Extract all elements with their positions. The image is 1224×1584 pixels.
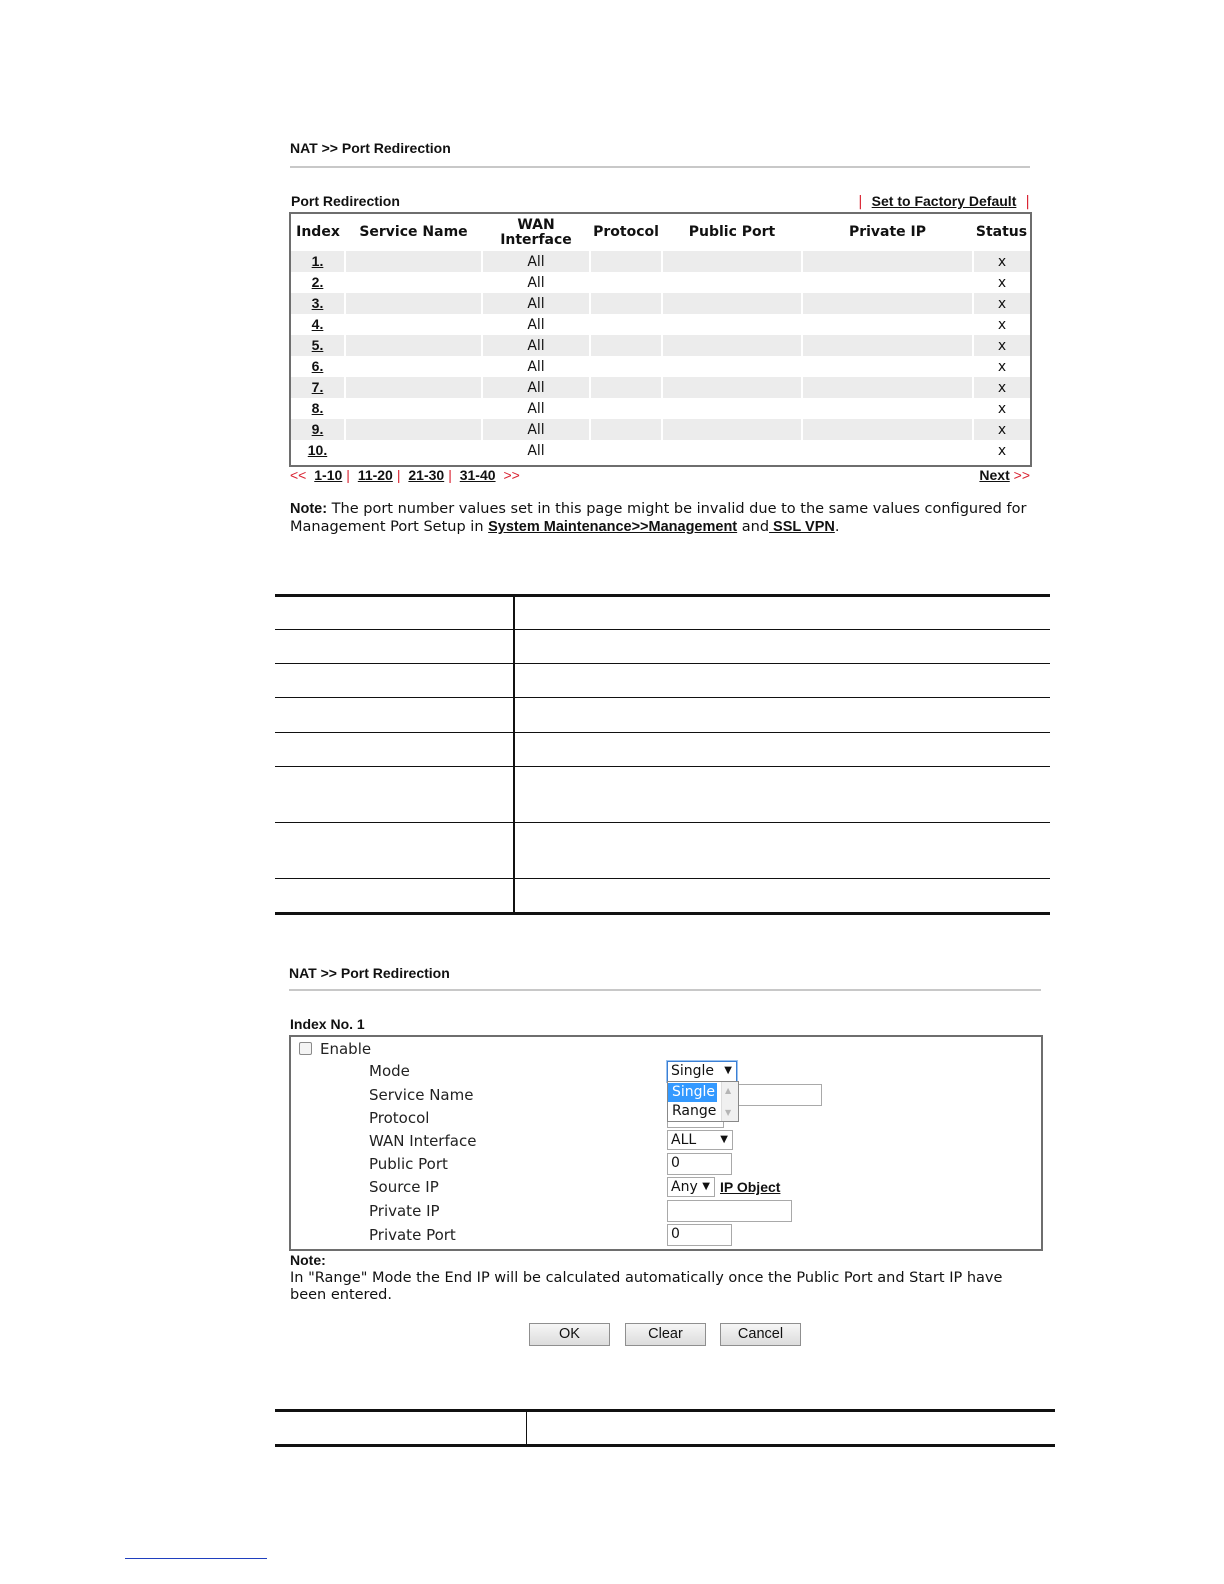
wan-interface-value: All bbox=[527, 316, 545, 333]
mode-option-single[interactable]: Single bbox=[668, 1083, 717, 1102]
public-port-cell bbox=[662, 272, 802, 293]
private-ip-input[interactable] bbox=[667, 1200, 792, 1222]
table-row bbox=[291, 398, 1030, 419]
source-ip-label: Source IP bbox=[369, 1178, 439, 1196]
port-note bbox=[290, 500, 1030, 536]
wan-interface-cell bbox=[482, 377, 590, 398]
note-label: Note: bbox=[290, 501, 328, 517]
service-name-cell bbox=[345, 356, 482, 377]
pagination bbox=[290, 467, 524, 483]
table-rule bbox=[275, 878, 1050, 879]
public-port-cell bbox=[662, 377, 802, 398]
table-rule bbox=[275, 822, 1050, 823]
wan-interface-cell bbox=[482, 356, 590, 377]
wan-interface-cell bbox=[482, 272, 590, 293]
table-row bbox=[291, 356, 1030, 377]
wan-interface-cell bbox=[482, 419, 590, 440]
page-link-11-20[interactable]: 11-20 bbox=[357, 467, 393, 483]
status-cell bbox=[973, 356, 1030, 377]
row-index-cell bbox=[291, 251, 345, 272]
private-ip-cell bbox=[802, 356, 973, 377]
row-index-cell bbox=[291, 440, 345, 461]
pipe-separator: | bbox=[396, 467, 401, 483]
pipe-separator: | bbox=[1025, 194, 1030, 210]
column-header-protocol: Protocol bbox=[593, 224, 659, 240]
dropdown-arrow-icon: ▼ bbox=[720, 1134, 728, 1145]
mode-dropdown-list bbox=[667, 1081, 739, 1122]
service-name-cell bbox=[345, 251, 482, 272]
status-value: x bbox=[997, 295, 1007, 312]
next-arrow: >> bbox=[1013, 467, 1030, 483]
service-name-cell bbox=[345, 377, 482, 398]
protocol-cell bbox=[590, 356, 662, 377]
protocol-cell bbox=[590, 398, 662, 419]
port-redirection-table bbox=[289, 212, 1032, 467]
wan-interface-label: WAN Interface bbox=[369, 1132, 477, 1150]
index-title: Index No. 1 bbox=[290, 1016, 365, 1032]
source-ip-select[interactable] bbox=[667, 1177, 715, 1197]
description-table bbox=[275, 594, 1050, 915]
service-name-cell bbox=[345, 272, 482, 293]
column-header-service-name: Service Name bbox=[359, 224, 468, 240]
service-name-cell bbox=[345, 314, 482, 335]
row-index-cell bbox=[291, 272, 345, 293]
wan-interface-cell bbox=[482, 251, 590, 272]
table-column-divider bbox=[526, 1409, 527, 1447]
mode-option-range[interactable]: Range bbox=[672, 1103, 717, 1119]
private-ip-cell bbox=[802, 419, 973, 440]
table-column-divider bbox=[513, 594, 515, 915]
status-value: x bbox=[997, 442, 1007, 459]
row-index-link[interactable]: 2. bbox=[311, 274, 324, 290]
factory-default-group bbox=[858, 193, 1030, 210]
protocol-cell bbox=[590, 440, 662, 461]
enable-checkbox[interactable] bbox=[299, 1042, 312, 1055]
column-header-public-port: Public Port bbox=[688, 224, 776, 240]
pipe-separator: | bbox=[448, 467, 452, 483]
service-name-label: Service Name bbox=[369, 1086, 474, 1104]
note-text: The port number values set in this page might be invalid due to the same values configured for Management Port Setup in bbox=[290, 501, 1027, 535]
ok-button[interactable]: OK bbox=[529, 1323, 610, 1346]
private-ip-cell bbox=[802, 293, 973, 314]
wan-interface-cell bbox=[482, 293, 590, 314]
table-row bbox=[291, 251, 1030, 272]
status-cell bbox=[973, 377, 1030, 398]
private-ip-cell bbox=[802, 440, 973, 461]
private-ip-cell bbox=[802, 251, 973, 272]
dropdown-arrow-icon: ▼ bbox=[724, 1065, 732, 1076]
cancel-button[interactable]: Cancel bbox=[720, 1323, 801, 1346]
column-header-index: Index bbox=[296, 224, 340, 240]
private-ip-label: Private IP bbox=[369, 1202, 440, 1220]
wan-header-line2: Interface bbox=[500, 231, 572, 248]
wan-interface-cell bbox=[482, 335, 590, 356]
page-link-1-10[interactable]: 1-10 bbox=[314, 467, 343, 483]
row-index-link[interactable]: 3. bbox=[311, 295, 324, 311]
wan-interface-cell bbox=[482, 314, 590, 335]
row-index-cell bbox=[291, 356, 345, 377]
table-row bbox=[291, 419, 1030, 440]
table-row bbox=[291, 440, 1030, 461]
status-value: x bbox=[997, 253, 1007, 270]
header-divider bbox=[290, 166, 1030, 168]
wan-interface-cell bbox=[482, 440, 590, 461]
row-index-cell bbox=[291, 398, 345, 419]
table-row bbox=[291, 377, 1030, 398]
wan-interface-value: All bbox=[527, 274, 545, 291]
private-ip-cell bbox=[802, 335, 973, 356]
service-name-cell bbox=[345, 293, 482, 314]
row-index-cell bbox=[291, 314, 345, 335]
mode-select[interactable] bbox=[667, 1061, 737, 1082]
public-port-cell bbox=[662, 251, 802, 272]
row-index-link[interactable]: 9. bbox=[311, 421, 324, 437]
wan-interface-cell bbox=[482, 398, 590, 419]
private-port-input[interactable]: 0 bbox=[667, 1224, 732, 1246]
private-ip-cell bbox=[802, 398, 973, 419]
row-index-cell bbox=[291, 419, 345, 440]
status-value: x bbox=[997, 379, 1007, 396]
status-value: x bbox=[997, 400, 1007, 417]
wan-interface-value: All bbox=[527, 337, 545, 354]
next-page-link[interactable]: Next bbox=[979, 467, 1010, 483]
set-factory-default-link[interactable]: Set to Factory Default bbox=[871, 193, 1017, 209]
clear-button[interactable]: Clear bbox=[625, 1323, 706, 1346]
breadcrumb: NAT >> Port Redirection bbox=[289, 965, 450, 981]
table-rule bbox=[275, 594, 1050, 597]
table-row bbox=[291, 335, 1030, 356]
source-ip-value: Any bbox=[671, 1179, 698, 1195]
private-ip-cell bbox=[802, 377, 973, 398]
forward-arrow: >> bbox=[503, 467, 520, 483]
status-value: x bbox=[997, 337, 1007, 354]
protocol-label: Protocol bbox=[369, 1109, 430, 1127]
wan-interface-value: All bbox=[527, 358, 545, 375]
protocol-cell bbox=[590, 314, 662, 335]
wan-interface-value: All bbox=[527, 421, 545, 438]
header-divider bbox=[289, 989, 1041, 991]
row-index-cell bbox=[291, 293, 345, 314]
description-table bbox=[275, 1409, 1055, 1447]
wan-interface-value: All bbox=[527, 400, 545, 417]
note-end: . bbox=[834, 519, 840, 535]
scroll-up-icon[interactable]: ▲ bbox=[725, 1086, 732, 1095]
enable-label: Enable bbox=[320, 1040, 372, 1058]
status-cell bbox=[973, 314, 1030, 335]
status-cell bbox=[973, 335, 1030, 356]
wan-interface-value: All bbox=[527, 379, 545, 396]
protocol-cell bbox=[590, 335, 662, 356]
public-port-cell bbox=[662, 314, 802, 335]
row-index-link[interactable]: 5. bbox=[311, 337, 324, 353]
public-port-cell bbox=[662, 293, 802, 314]
mode-value: Single bbox=[671, 1063, 715, 1079]
row-index-cell bbox=[291, 335, 345, 356]
status-cell bbox=[973, 251, 1030, 272]
public-port-label: Public Port bbox=[369, 1155, 448, 1173]
column-header-status: Status bbox=[975, 224, 1028, 240]
wan-interface-select[interactable] bbox=[667, 1130, 733, 1150]
status-value: x bbox=[997, 316, 1007, 333]
public-port-cell bbox=[662, 398, 802, 419]
row-index-link[interactable]: 10. bbox=[307, 442, 328, 458]
public-port-input[interactable]: 0 bbox=[667, 1153, 732, 1175]
table-rule bbox=[275, 732, 1050, 733]
status-cell bbox=[973, 398, 1030, 419]
table-row bbox=[291, 293, 1030, 314]
service-name-cell bbox=[345, 398, 482, 419]
row-index-link[interactable]: 6. bbox=[311, 358, 324, 374]
status-cell bbox=[973, 293, 1030, 314]
private-port-label: Private Port bbox=[369, 1226, 456, 1244]
table-rule bbox=[275, 1409, 1055, 1412]
table-rule bbox=[275, 629, 1050, 630]
status-cell bbox=[973, 440, 1030, 461]
table-rule bbox=[275, 697, 1050, 698]
protocol-cell bbox=[590, 251, 662, 272]
note-label: Note: bbox=[290, 1252, 326, 1268]
page-link-21-30[interactable]: 21-30 bbox=[408, 467, 445, 483]
row-index-link[interactable]: 4. bbox=[311, 316, 324, 332]
mode-label: Mode bbox=[369, 1062, 410, 1080]
status-value: x bbox=[997, 358, 1007, 375]
scroll-down-icon[interactable]: ▼ bbox=[725, 1108, 732, 1117]
service-name-cell bbox=[345, 335, 482, 356]
breadcrumb: NAT >> Port Redirection bbox=[290, 140, 451, 156]
status-cell bbox=[973, 419, 1030, 440]
pipe-separator: | bbox=[346, 467, 350, 483]
wan-interface-value: ALL bbox=[671, 1132, 697, 1148]
wan-interface-value: All bbox=[527, 442, 545, 459]
service-name-cell bbox=[345, 419, 482, 440]
public-port-cell bbox=[662, 419, 802, 440]
private-ip-cell bbox=[802, 272, 973, 293]
row-index-cell bbox=[291, 377, 345, 398]
table-rule bbox=[275, 1444, 1055, 1447]
protocol-cell bbox=[590, 272, 662, 293]
row-index-link[interactable]: 1. bbox=[311, 253, 324, 269]
wan-interface-value: All bbox=[527, 295, 545, 312]
row-index-link[interactable]: 7. bbox=[311, 379, 324, 395]
column-header-wan-interface bbox=[482, 214, 590, 251]
public-port-cell bbox=[662, 440, 802, 461]
range-mode-note: In "Range" Mode the End IP will be calculated automatically once the Public Port and Start IP have been entered. bbox=[290, 1270, 1003, 1303]
prev-arrow: << bbox=[290, 467, 307, 483]
table-rule bbox=[275, 912, 1050, 915]
pipe-separator: | bbox=[858, 194, 863, 210]
wan-header-line1: WAN bbox=[517, 216, 555, 233]
footnote-rule bbox=[125, 1558, 267, 1559]
dropdown-arrow-icon: ▼ bbox=[702, 1181, 710, 1192]
table-rule bbox=[275, 766, 1050, 767]
next-group bbox=[979, 467, 1030, 483]
table-row bbox=[291, 314, 1030, 335]
page-link-31-40[interactable]: 31-40 bbox=[459, 467, 496, 483]
status-value: x bbox=[997, 421, 1007, 438]
protocol-cell bbox=[590, 293, 662, 314]
ip-object-link[interactable]: IP Object bbox=[720, 1179, 781, 1195]
public-port-cell bbox=[662, 356, 802, 377]
table-header-row bbox=[291, 214, 1030, 251]
protocol-cell bbox=[590, 419, 662, 440]
section-title: Port Redirection bbox=[291, 193, 400, 209]
row-index-link[interactable]: 8. bbox=[311, 400, 324, 416]
protocol-cell bbox=[590, 377, 662, 398]
ssl-vpn-link[interactable]: SSL VPN bbox=[769, 519, 835, 535]
service-name-cell bbox=[345, 440, 482, 461]
status-cell bbox=[973, 272, 1030, 293]
public-port-cell bbox=[662, 335, 802, 356]
system-maintenance-link[interactable]: System Maintenance>>Management bbox=[488, 519, 738, 535]
note-and: and bbox=[737, 519, 770, 535]
status-value: x bbox=[997, 274, 1007, 291]
private-ip-cell bbox=[802, 314, 973, 335]
dropdown-scrollbar[interactable] bbox=[721, 1082, 738, 1121]
wan-interface-value: All bbox=[527, 253, 545, 270]
table-rule bbox=[275, 663, 1050, 664]
table-row bbox=[291, 272, 1030, 293]
column-header-private-ip: Private IP bbox=[848, 224, 927, 240]
